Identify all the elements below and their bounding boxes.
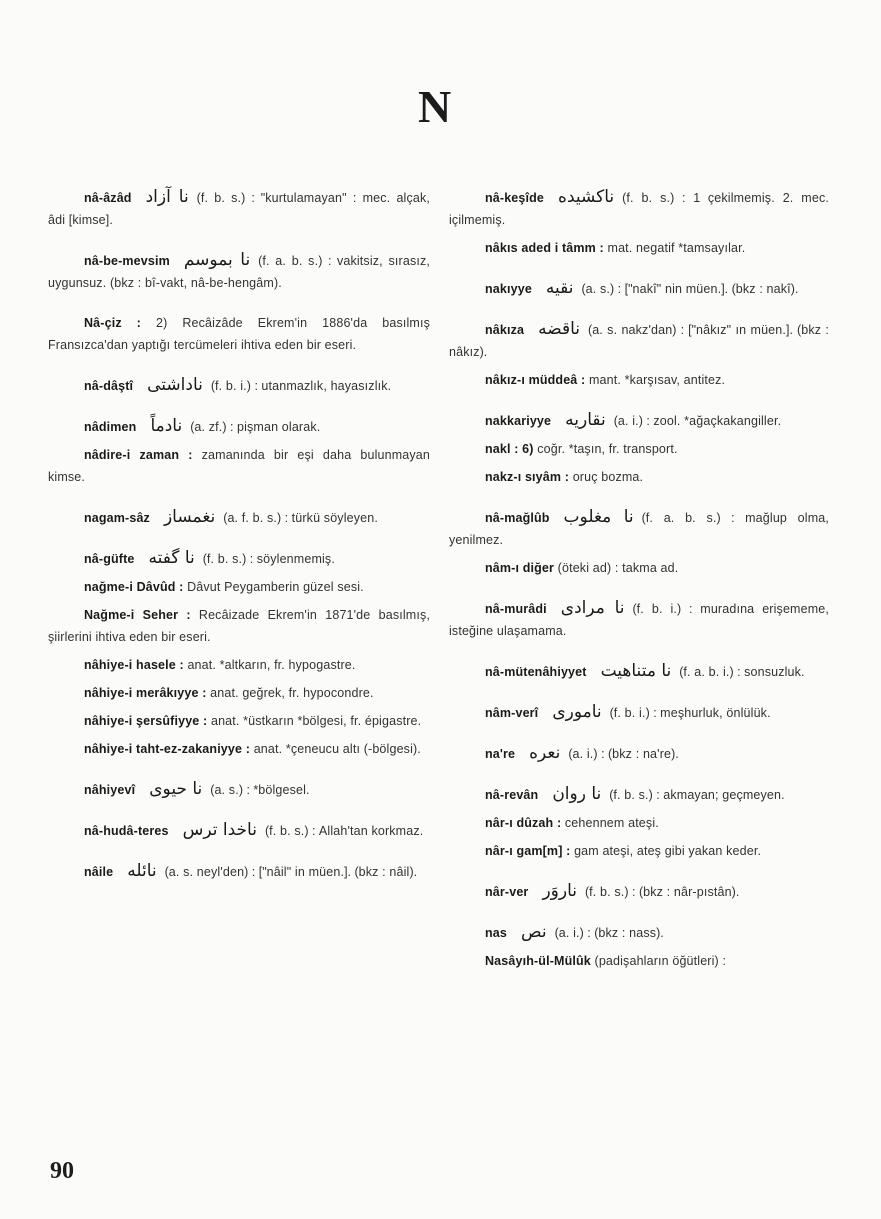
entry-headword: nâr-ver xyxy=(485,885,529,899)
entry-definition: (f. b. i.) : utanmazlık, hayasızlık. xyxy=(210,379,392,393)
entry-arabic-script: نقیه xyxy=(545,278,574,298)
dictionary-entry xyxy=(449,597,829,642)
entry-arabic-script: نا روان xyxy=(552,784,602,804)
entry-arabic-script: نا گفته xyxy=(148,548,195,568)
entry-headword: nâhiyevî xyxy=(84,783,136,797)
dictionary-entry xyxy=(449,438,829,460)
entry-definition: mant. *karşısav, antitez. xyxy=(588,373,726,387)
entry-headword: Nasâyıh-ül-Mülûk xyxy=(485,954,591,968)
entry-arabic-script: ناخدا ترس xyxy=(182,820,257,840)
entry-headword: nâ-hudâ-teres xyxy=(84,824,169,838)
dictionary-entry xyxy=(449,950,829,972)
entry-definition: (a. i.) : (bkz : nass). xyxy=(554,926,664,940)
dictionary-entry xyxy=(48,738,430,760)
entry-definition: cehennem ateşi. xyxy=(564,816,659,830)
entry-arabic-script: نا مرادی xyxy=(560,598,625,618)
dictionary-entry xyxy=(48,312,430,356)
dictionary-entry xyxy=(48,186,430,231)
entry-definition: zamanında bir eşi daha bulunmayan kimse. xyxy=(48,448,430,484)
dictionary-entry xyxy=(48,444,430,488)
entry-definition: (a. i.) : (bkz : na're). xyxy=(568,747,679,761)
entry-headword: nakkariyye xyxy=(485,414,552,428)
entry-definition: anat. geğrek, fr. hypocondre. xyxy=(210,686,374,700)
entry-definition: (öteki ad) : takma ad. xyxy=(557,561,679,575)
entry-definition: mat. negatif *tamsayılar. xyxy=(607,241,746,255)
dictionary-entry xyxy=(48,249,430,294)
right-column xyxy=(449,186,829,972)
entry-headword: Nağme-i Seher : xyxy=(84,608,191,622)
entry-headword: nâhiye-i merâkıyye : xyxy=(84,686,207,700)
entry-arabic-script: نا آزاد xyxy=(145,187,189,207)
entry-arabic-script: ناروَر xyxy=(542,881,577,901)
entry-arabic-script: نا مغلوب xyxy=(563,507,634,527)
entry-headword: nâhiye-i hasele : xyxy=(84,658,184,672)
entry-arabic-script: ناکشیده xyxy=(558,187,615,207)
dictionary-entry xyxy=(48,374,430,397)
entry-headword: nakıyye xyxy=(485,282,532,296)
entry-headword: nâ-mağlûb xyxy=(485,511,550,525)
entry-definition: (f. b. s.) : Allah'tan korkmaz. xyxy=(264,824,424,838)
entry-definition: (f. b. s.) : (bkz : nâr-pıstân). xyxy=(584,885,740,899)
entry-headword: nâkıza xyxy=(485,323,525,337)
entry-headword: nagam-sâz xyxy=(84,511,150,525)
entry-definition: Dâvut Peygamberin güzel sesi. xyxy=(187,580,364,594)
entry-definition: anat. *çeneucu altı (-bölgesi). xyxy=(253,742,421,756)
entry-definition: (a. s. neyl'den) : ["nâil" in müen.]. (bkz : nâil). xyxy=(164,865,418,879)
entry-definition: (a. s.) : ["nakî" nin müen.]. (bkz : nakî). xyxy=(581,282,799,296)
dictionary-entry xyxy=(48,547,430,570)
entry-definition: (f. a. b. s.) : mağlup olma, yenilmez. xyxy=(449,511,829,547)
dictionary-entry xyxy=(449,409,829,432)
dictionary-entry xyxy=(449,557,829,579)
left-column xyxy=(48,186,430,883)
entry-headword: nâdimen xyxy=(84,420,137,434)
entry-headword: nâhiye-i taht-ez-zakaniyye : xyxy=(84,742,251,756)
entry-headword: nâ-be-mevsim xyxy=(84,254,170,268)
entry-headword: nâ-güfte xyxy=(84,552,135,566)
dictionary-entry xyxy=(449,237,829,259)
entry-definition: (f. b. s.) : "kurtulamayan" : mec. alçak, âdi [kimse]. xyxy=(48,191,430,227)
entry-headword: nâ-mütenâhiyyet xyxy=(485,665,587,679)
dictionary-entry xyxy=(449,812,829,834)
entry-definition: gam ateşi, ateş gibi yakan keder. xyxy=(574,844,762,858)
entry-headword: na're xyxy=(485,747,516,761)
entry-definition: (f. a. b. i.) : sonsuzluk. xyxy=(679,665,805,679)
entry-definition: (padişahların öğütleri) : xyxy=(594,954,727,968)
entry-headword: nâhiye-i şersûfiyye : xyxy=(84,714,208,728)
entry-arabic-script: نقاریه xyxy=(565,410,606,430)
entry-headword: nâ-âzâd xyxy=(84,191,132,205)
entry-headword: nakl : 6) xyxy=(485,442,534,456)
dictionary-entry xyxy=(449,318,829,363)
dictionary-entry xyxy=(449,701,829,724)
entry-headword: nâ-murâdi xyxy=(485,602,547,616)
dictionary-entry xyxy=(48,860,430,883)
entry-definition: Recâizade Ekrem'in 1871'de basılmış, şiirlerini ihtiva eden bir eseri. xyxy=(48,608,430,644)
entry-definition: 2) Recâizâde Ekrem'in 1886'da basılmış Fransızca'dan yaptığı tercümeleri ihtiva eden bir eseri. xyxy=(48,316,431,352)
entry-arabic-script: نادماً xyxy=(150,416,183,436)
entry-arabic-script: نغمساز xyxy=(163,507,216,527)
entry-definition: (f. b. s.) : akmayan; geçmeyen. xyxy=(609,788,785,802)
dictionary-entry xyxy=(48,604,430,648)
dictionary-entry xyxy=(449,506,829,551)
dictionary-entry xyxy=(48,778,430,801)
dictionary-entry xyxy=(48,819,430,842)
dictionary-entry xyxy=(449,186,829,231)
entry-arabic-script: نا متناهیت xyxy=(600,661,672,681)
entry-headword: nâm-verî xyxy=(485,706,539,720)
entry-headword: nas xyxy=(485,926,507,940)
entry-arabic-script: نا بموسم xyxy=(183,250,251,270)
entry-arabic-script: نص xyxy=(521,922,547,942)
entry-definition: (f. b. s.) : 1 çekilmemiş. 2. mec. içilmemiş. xyxy=(449,191,829,227)
entry-definition: anat. *üstkarın *bölgesi, fr. épigastre. xyxy=(210,714,422,728)
dictionary-entry xyxy=(48,506,430,529)
dictionary-entry xyxy=(48,576,430,598)
dictionary-entry xyxy=(48,415,430,438)
dictionary-entry xyxy=(449,277,829,300)
entry-definition: oruç bozma. xyxy=(572,470,644,484)
dictionary-entry xyxy=(449,783,829,806)
dictionary-entry xyxy=(449,880,829,903)
dictionary-entry xyxy=(449,466,829,488)
page-number: 90 xyxy=(50,1158,74,1184)
entry-definition: (f. a. b. s.) : vakitsiz, sırasız, uygunsuz. (bkz : bî-vakt, nâ-be-hengâm). xyxy=(48,254,430,290)
entry-definition: (f. b. s.) : söylenmemiş. xyxy=(202,552,335,566)
entry-headword: nakz-ı sıyâm : xyxy=(485,470,570,484)
entry-definition: anat. *altkarın, fr. hypogastre. xyxy=(187,658,356,672)
entry-headword: nâm-ı diğer xyxy=(485,561,555,575)
entry-headword: Nâ-çiz : xyxy=(84,316,141,330)
dictionary-entry xyxy=(449,840,829,862)
entry-headword: nâ-revân xyxy=(485,788,539,802)
entry-arabic-script: ناداشتی xyxy=(147,375,203,395)
dictionary-entry xyxy=(48,682,430,704)
section-letter: N xyxy=(418,81,452,132)
entry-arabic-script: ناقضه xyxy=(538,319,581,339)
entry-headword: nâr-ı gam[m] : xyxy=(485,844,571,858)
dictionary-entry xyxy=(48,654,430,676)
dictionary-entry xyxy=(449,742,829,765)
entry-headword: nağme-i Dâvûd : xyxy=(84,580,184,594)
entry-headword: nâ-dâştî xyxy=(84,379,134,393)
entry-definition: (f. b. i.) : muradına erişememe, isteğine ulaşamama. xyxy=(449,602,829,638)
entry-definition: (f. b. i.) : meşhurluk, önlülük. xyxy=(609,706,771,720)
entry-definition: (a. zf.) : pişman olarak. xyxy=(190,420,321,434)
entry-headword: nâ-keşîde xyxy=(485,191,545,205)
entry-definition: (a. f. b. s.) : türkü söyleyen. xyxy=(223,511,378,525)
dictionary-entry xyxy=(48,710,430,732)
dictionary-entry xyxy=(449,660,829,683)
entry-arabic-script: نائله xyxy=(127,861,157,881)
entry-headword: nâr-ı dûzah : xyxy=(485,816,562,830)
entry-definition: coğr. *taşın, fr. transport. xyxy=(537,442,678,456)
entry-headword: nâile xyxy=(84,865,114,879)
entry-arabic-script: نعره xyxy=(529,743,561,763)
dictionary-entry xyxy=(449,921,829,944)
entry-definition: (a. i.) : zool. *ağaçkakangiller. xyxy=(613,414,782,428)
entry-arabic-script: ناموری xyxy=(552,702,602,722)
entry-headword: nâkız-ı müddeâ : xyxy=(485,373,586,387)
entry-definition: (a. s.) : *bölgesel. xyxy=(210,783,310,797)
entry-headword: nâdire-i zaman : xyxy=(84,448,193,462)
entry-arabic-script: نا حیوی xyxy=(149,779,203,799)
entry-definition: (a. s. nakz'dan) : ["nâkız" ın müen.]. (bkz : nâkız). xyxy=(449,323,829,359)
dictionary-entry xyxy=(449,369,829,391)
entry-headword: nâkıs aded i tâmm : xyxy=(485,241,604,255)
